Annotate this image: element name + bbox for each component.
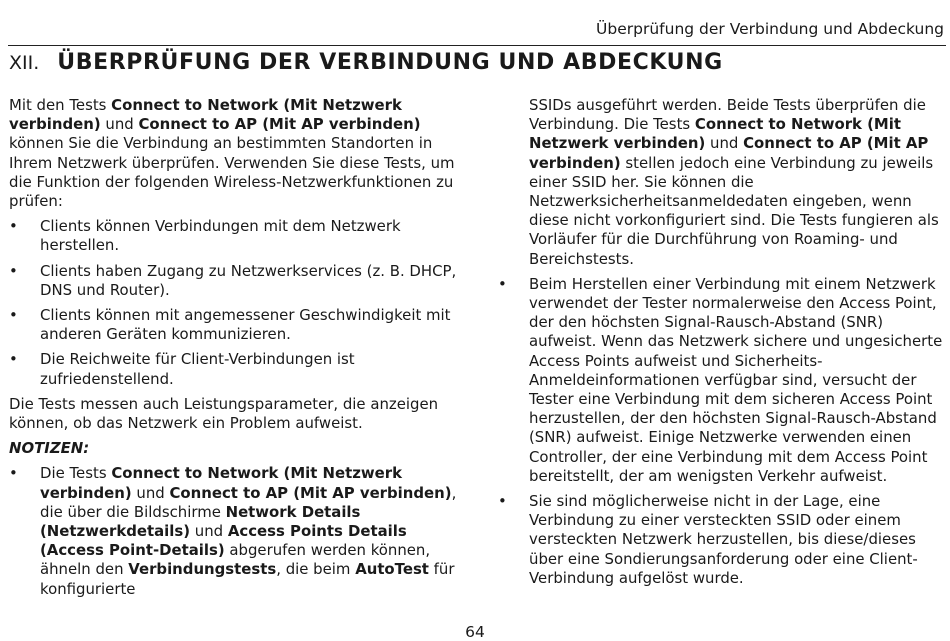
list-item: • Die Reichweite für Client-Verbindungen ist zufriedenstellend. (9, 350, 355, 388)
connect-to-network-term: Connect to Network (Mit Netzwerk verbinden) (9, 96, 402, 134)
chapter-heading (9, 50, 723, 75)
notes-list-continued (498, 275, 946, 588)
bullet-icon: • (9, 464, 18, 483)
note-item: • Sie sind möglicherweise nicht in der Lage, eine Verbindung zu einer versteckten SSID oder einem versteckten Netzwerk herzustellen, bis diese/dieses über eine Sondierungsanforderung oder eine Client-Verbindung aufgelöst wurde. (498, 492, 918, 587)
bullet-icon: • (9, 306, 18, 325)
notes-list (9, 464, 459, 598)
bullet-icon: • (9, 261, 18, 280)
note-item: • Die Tests Connect to Network (Mit Netzwerk verbinden) und Connect to AP (Mit AP verbinden), die über die Bildschirme Network Details (Netzwerkdetails) und Access Points Details (Access Point-Details) abgerufen werden können, ähneln den Verbindungstests, die beim AutoTest für konfigurierte (9, 464, 457, 598)
list-item: • Clients können Verbindungen mit dem Netzwerk herstellen. (9, 217, 401, 255)
running-header: Überprüfung der Verbindung und Abdeckung (596, 20, 944, 38)
header-rule (8, 45, 946, 46)
bullet-icon: • (9, 350, 18, 369)
page-number: 64 (465, 623, 485, 641)
list-item: • Clients haben Zugang zu Netzwerkservices (z. B. DHCP, DNS und Router). (9, 261, 457, 299)
outro-paragraph: Die Tests messen auch Leistungsparameter, die anzeigen können, ob das Netzwerk ein Problem aufweist. (9, 394, 439, 433)
list-item: • Clients können mit angemessener Geschwindigkeit mit anderen Geräten kommunizieren. (9, 306, 451, 344)
bullet-icon: • (498, 492, 507, 511)
chapter-number: XII. (9, 52, 40, 74)
function-list (9, 217, 459, 389)
bullet-icon: • (498, 274, 507, 293)
connect-to-ap-term: Connect to AP (Mit AP verbinden) (138, 115, 421, 134)
note-item-continuation: SSIDs ausgeführt werden. Beide Tests überprüfen die Verbindung. Die Tests Connect to Network (Mit Netzwerk verbinden) und Connect to AP (Mit AP verbinden) stellen jedoch eine Verbindung zu jeweils einer SSID her. Sie können die Netzwerksicherheitsanmeldedaten eingeben, wenn diese nicht vorkonfiguriert sind. Die Tests fungieren als Vorläufer für die Durchführung von Roaming- und Bereichstests. (529, 96, 939, 268)
intro-paragraph: Mit den Tests Connect to Network (Mit Netzwerk verbinden) und Connect to AP (Mit AP verbinden) können Sie die Verbindung an bestimmten Standorten in Ihrem Netzwerk überprüfen. Verwenden Sie diese Tests, um die Funktion der folgenden Wireless-Netzwerkfunktionen zu prüfen: (9, 96, 455, 211)
left-column (9, 96, 459, 605)
note-item: • Beim Herstellen einer Verbindung mit einem Netzwerk verwendet der Tester normalerweise den Access Point, der den höchsten Signal-Rausch-Abstand (SNR) aufweist. Wenn das Netzwerk sichere und ungesicherte Access Points aufweist und Sicherheits-Anmeldeinformationen verfügbar sind, versucht der Tester eine Verbindung mit dem sicheren Access Point herzustellen, der den höchsten Signal-Rausch-Abstand (SNR) aufweist. Einige Netzwerke verwenden einen Controller, der eine Verbindung mit dem Access Point bereitstellt, der am wenigsten Verkehr aufweist. (498, 274, 943, 485)
bullet-icon: • (9, 217, 18, 236)
notes-heading: NOTIZEN: (9, 439, 90, 458)
chapter-title: ÜBERPRÜFUNG DER VERBINDUNG UND ABDECKUNG (57, 50, 723, 75)
right-column (498, 96, 946, 594)
